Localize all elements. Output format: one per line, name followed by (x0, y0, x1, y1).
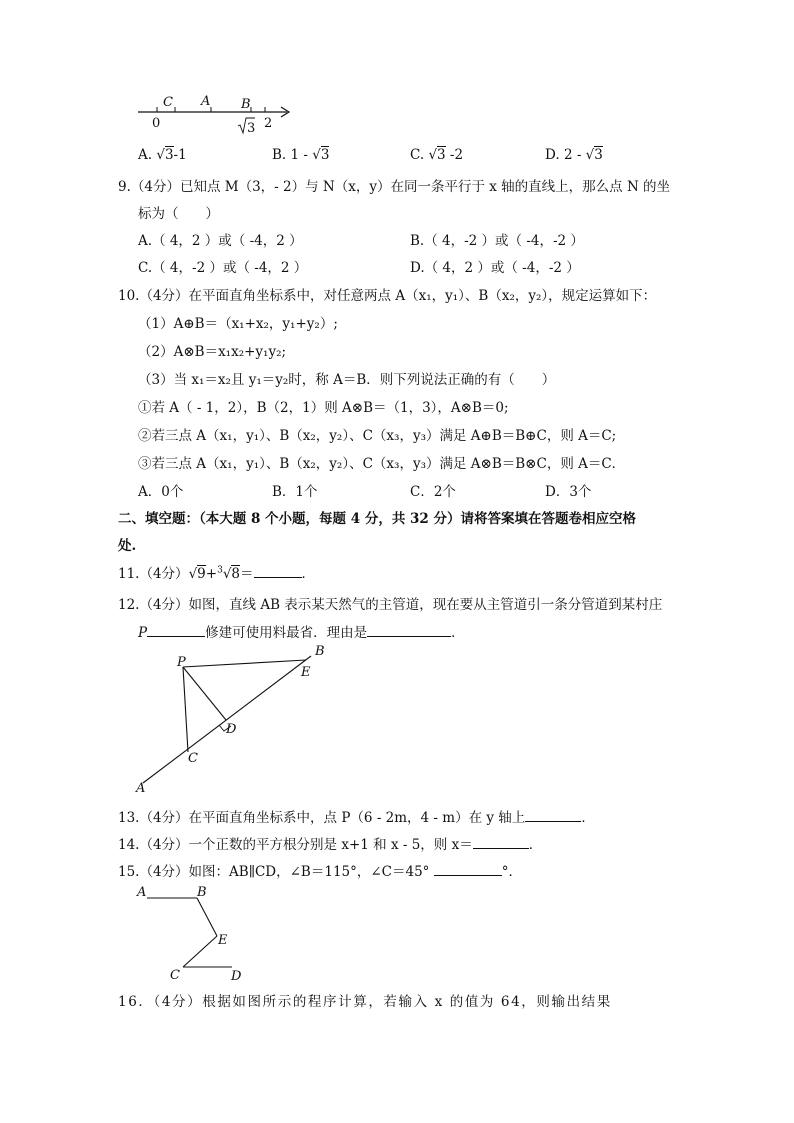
q8-option-b[interactable]: B. 1 - √3 (272, 147, 330, 163)
cube-root-icon: √ (222, 566, 232, 582)
sqrt-icon: √ (188, 566, 198, 582)
label-b: B (315, 644, 325, 659)
q10-rule2: （2）A⊗B＝x₁x₂+y₁y₂; (138, 344, 287, 360)
q12-figure (130, 640, 340, 800)
two-label: 2 (264, 116, 273, 131)
q9-option-b[interactable]: B.（ 4，-2 ）或（ -4，-2 ） (410, 233, 584, 249)
point-b-label: B (241, 97, 251, 112)
label-c: C (170, 968, 180, 983)
q8-number-line (135, 90, 305, 138)
q12-line1: 12.（4分）如图，直线 AB 表示某天然气的主管道，现在要从主管道引一条分管道到某村庄 (118, 597, 663, 613)
q10-rule1: （1）A⊕B＝（x₁+x₂，y₁+y₂）; (138, 316, 338, 332)
q11-answer-blank[interactable] (254, 563, 302, 578)
q15-answer-blank[interactable] (434, 861, 502, 876)
q8-option-a[interactable]: A. √3-1 (138, 147, 187, 163)
q10-line1: 10.（4分）在平面直角坐标系中，对任意两点 A（x₁，y₁）、B（x₂，y₂），规定运算如下： (118, 288, 657, 304)
q12-line2: P 修建可使用料最省．理由是 ． (138, 621, 465, 641)
q10-option-b[interactable]: B．1个 (272, 484, 318, 500)
label-a: A (136, 781, 146, 796)
q9-line1: 9.（4分）已知点 M（3，- 2）与 N（x，y）在同一条平行于 x 轴的直线上，那么点 N 的坐 (118, 179, 671, 195)
label-e: E (301, 665, 311, 680)
section2-heading-cont: 处. (118, 538, 137, 554)
q10-rule3: （3）当 x₁＝x₂且 y₁＝y₂时，称 A＝B．则下列说法正确的有（ ） (138, 372, 556, 388)
q10-option-d[interactable]: D．3个 (545, 484, 592, 500)
label-a: A (137, 885, 147, 900)
zero-label: 0 (152, 116, 161, 131)
point-c-label: C (163, 95, 173, 110)
q13-answer-blank[interactable] (525, 807, 581, 822)
q14: 14.（4分）一个正数的平方根分别是 x+1 和 x - 5，则 x＝ ． (118, 833, 542, 853)
sqrt-icon: √ (312, 147, 321, 163)
sqrt3-label: 3 (247, 121, 256, 136)
q11: 11.（4分）√9+$^3$√8＝ ． (118, 562, 315, 582)
q15: 15.（4分）如图：AB∥CD，∠B＝115°，∠C＝45° °． (118, 860, 522, 880)
q8-option-d[interactable]: D. 2 - √3 (545, 147, 603, 163)
q15-figure (135, 880, 265, 985)
q9-option-a[interactable]: A.（ 4，2 ）或（ -4，2 ） (138, 233, 303, 249)
q10-statement1: ①若 A（ - 1，2），B（2，1）则 A⊗B＝（1，3），A⊗B＝0; (138, 400, 509, 416)
section2-heading: 二、填空题：（本大题 8 个小题，每题 4 分，共 32 分）请将答案填在答题卷相应空格 (118, 511, 637, 527)
label-d: D (226, 722, 237, 737)
label-c: C (188, 751, 198, 766)
q10-statement2: ②若三点 A（x₁，y₁）、B（x₂，y₂）、C（x₃，y₃）满足 A⊕B＝B⊕C，则 A＝C; (138, 428, 617, 444)
q16: 16．（4分）根据如图所示的程序计算，若输入 x 的值为 64，则输出结果 (118, 994, 612, 1010)
label-p: P (177, 655, 186, 670)
sqrt-icon: √ (585, 147, 595, 163)
q9-line2: 标为（ ） (138, 206, 219, 222)
q12-answer-blank-2[interactable] (367, 622, 451, 637)
label-b: B (197, 885, 207, 900)
sqrt-icon: √ (156, 147, 165, 163)
q9-option-c[interactable]: C.（ 4，-2 ）或（ -4，2 ） (138, 260, 308, 276)
q8-option-c[interactable]: C. √3 -2 (410, 147, 464, 163)
sqrt-icon: √ (428, 147, 438, 163)
label-d: D (231, 969, 242, 984)
q10-statement3: ③若三点 A（x₁，y₁）、B（x₂，y₂）、C（x₃，y₃）满足 A⊗B＝B⊗C，则 A＝C． (138, 456, 626, 472)
q12-answer-blank-1[interactable] (147, 622, 205, 637)
point-a-label: A (201, 94, 211, 109)
q9-option-d[interactable]: D.（ 4，2 ）或（ -4，-2 ） (410, 260, 580, 276)
label-e: E (218, 933, 228, 948)
q13: 13.（4分）在平面直角坐标系中，点 P（6 - 2m，4 - m）在 y 轴上 ． (118, 806, 595, 826)
q10-option-c[interactable]: C．2个 (410, 484, 456, 500)
q14-answer-blank[interactable] (473, 834, 529, 849)
q10-option-a[interactable]: A．0个 (138, 484, 184, 500)
